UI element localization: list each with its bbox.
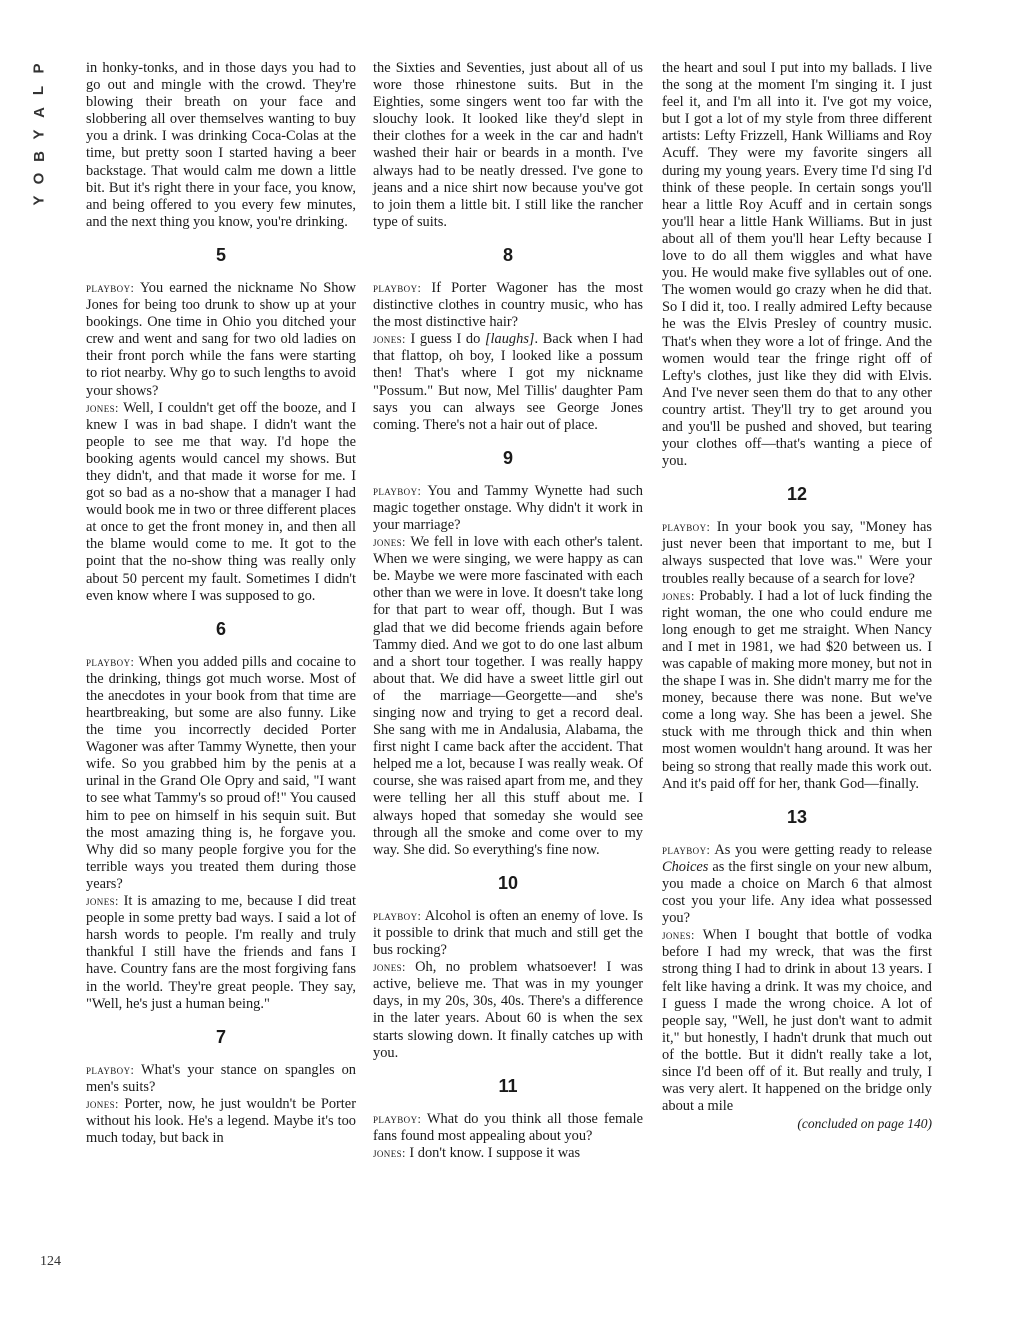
song-title: Choices	[662, 858, 709, 875]
question-text: What's your stance on spangles on men's suits?	[86, 1061, 356, 1095]
question	[373, 483, 643, 534]
column-3	[662, 60, 932, 1132]
speaker-label: playboy:	[86, 654, 135, 669]
section-number: 7	[215, 1026, 226, 1047]
answer-text: When I bought that bottle of vodka before I had my wreck, that was the first strong thing I had to drink in about 13 years. I felt like having a drink. It was my choice, and I guess I made the wrong choice. A lot of people say, "Well, he just don't want to admit it," but honestly, I hadn't drunk that much out of the bottle. But it didn't really take a lot, since I'd been off of it. But really and truly, I was very alert. It happened on the bridge only about a mile	[662, 927, 932, 1115]
stage-direction: [laughs]	[484, 331, 535, 348]
question	[373, 1111, 643, 1145]
question	[662, 842, 932, 927]
continuation-note: (concluded on page 140)	[797, 1116, 932, 1132]
speaker-label: jones:	[373, 960, 406, 975]
speaker-label: jones:	[86, 894, 119, 909]
speaker-label: jones:	[662, 588, 695, 603]
answer-text: It is amazing to me, because I did treat people in some pretty bad ways. I said a lot of harsh words to people. I'm really and truly thankful I still have the friends and fans I have. Country fans are the most forgiving fans in the world. They're great people. They say, "Well, he's just a human being."	[86, 893, 356, 1012]
masthead	[28, 60, 50, 209]
section-number: 8	[502, 244, 513, 265]
answer	[662, 588, 932, 793]
answer-text: I guess I do	[410, 331, 485, 348]
answer	[373, 534, 643, 859]
answer-text: Porter, now, he just wouldn't be Porter without his look. He's a legend. Maybe it's too much today, but back in	[86, 1095, 356, 1147]
answer	[373, 1145, 643, 1162]
question-text: You and Tammy Wynette had such magic together onstage. Why didn't it work in your marriage?	[373, 482, 643, 533]
page-number: 124	[40, 1254, 61, 1269]
speaker-label: playboy:	[373, 483, 422, 498]
speaker-label: jones:	[373, 535, 406, 550]
question-text: as the first single on your new album, you made a choice on March 6 that almost cost you your life. Any idea what possessed you?	[662, 858, 932, 927]
masthead-letter: P	[30, 63, 48, 74]
masthead-letter: Y	[30, 195, 48, 206]
answer-text: I don't know. I suppose it was	[409, 1144, 581, 1161]
answer	[86, 400, 356, 605]
speaker-label: jones:	[86, 400, 119, 415]
answer	[86, 893, 356, 1013]
section-number: 13	[786, 806, 808, 827]
speaker-label: playboy:	[373, 1111, 422, 1126]
question	[373, 908, 643, 959]
section-number: 10	[497, 872, 519, 893]
answer-text: . Back when I had that flattop, oh boy, I looked like a possum then! That's where I got my nickname "Possum." But now, Mel Tillis' daughter Pam says you can always see George Jones coming. There's not a hair out of place.	[373, 331, 643, 433]
answer	[373, 331, 643, 434]
speaker-label: playboy:	[662, 520, 711, 535]
question-text: If Porter Wagoner has the most distinctive clothes in country music, who has the most distinctive hair?	[373, 279, 643, 331]
speaker-label: playboy:	[373, 908, 422, 923]
answer-text: Oh, no problem whatsoever! I was active, believe me. That was in my younger days, in my 20s, 30s, 40s. There's a difference in the later years. About 60 is when the sex starts slowing down. It finally catches up with you.	[373, 959, 643, 1061]
speaker-label: jones:	[373, 1145, 406, 1160]
question-text: In your book you say, "Money has just never been that important to me, but I always suspected that love was." Were your troubles really because of a search for love?	[662, 519, 932, 587]
masthead-letter: O	[30, 172, 48, 185]
answer-text: Well, I couldn't get off the booze, and I knew I was in bad shape. I didn't want the people to see me that way. I'd hope the booking agents would cancel my shows. But they didn't, and that made it worse for me. I got so bad as a no-show that a manager I had would book me in two or three different places at once to get the front money in, and then all the blame would come to me. It got to the point that the no-show thing was really only about 50 percent my fault. Sometimes I didn't even know where I was supposed to go.	[86, 399, 356, 604]
speaker-label: playboy:	[373, 280, 422, 295]
paragraph: the heart and soul I put into my ballads. I live the song at the moment I'm singing it. I just feel it, and I'm all into it. I've got my voice, but I got a lot of my style from three different artists: Lefty Frizzell, Hank Williams and Roy Acuff. They were my favorite singers all during my young years. Every time I'd sing I'd think of these people. In certain songs you'll hear a little Roy Acuff and in certain songs you'll hear a little Hank Williams. But in just about all of them you'll hear Lefty because I love to do all them wiggles and what have you. He would make five syllables out of one. The women would go crazy when he did that. So I did it, too. I really admired Lefty because he was the Elvis Presley of country music. That's when they wore a lot of fringe. And the women would tear the fringe right off of Lefty's clothes, just like they did with Elvis. And I've never seen them do that to any other country artist. They'll try to get around you and you'll be pushed and shoved, but tearing your clothes off—that's wanting a piece of you.	[662, 60, 932, 470]
question-text: As you were getting ready to release	[714, 841, 932, 858]
question-text: Alcohol is often an enemy of love. Is it possible to drink that much and still get the bus rocking?	[373, 907, 643, 959]
speaker-label: jones:	[86, 1096, 119, 1111]
answer	[662, 927, 932, 1115]
speaker-label: playboy:	[662, 842, 711, 857]
answer	[373, 959, 643, 1062]
section-number: 11	[498, 1075, 518, 1096]
question	[86, 654, 356, 893]
speaker-label: playboy:	[86, 280, 135, 295]
column-2	[373, 60, 643, 1162]
masthead-letter: B	[30, 151, 48, 162]
answer-text: We fell in love with each other's talent. When we were singing, we were happy as can be. Maybe we were more fascinated with each other than we were in love. It doesn't take long for that part to wear off, though. But I was glad that we did become friends again before Tammy died. And we got to do one last album and a short tour together. I was really happy about that. We did have a sweet little girl out of the marriage—Georgette—and she's singing now and trying to get a record deal. She sang with me in Andalusia, Alabama, the first night I came back after the accident. That helped me a lot, because I was really weak. Of course, she was raised apart from me, and they were telling her all this stuff about me. I always hoped that someday she would see through all the smoke and come over to my way. She did. So everything's fine now.	[373, 534, 643, 858]
speaker-label: jones:	[662, 928, 695, 943]
paragraph: in honky-tonks, and in those days you had to go out and mingle with the crowd. They're blowing their breath on your face and slobbering all over themselves wanting to buy you a drink. I was drinking Coca-Colas at the time, but pretty soon I started having a beer backstage. That would calm me down a little bit. But it's right there in your face, you know, and being offered to you every few minutes, and the next thing you know, you're drinking.	[86, 60, 356, 230]
answer	[86, 1096, 356, 1147]
question-text: You earned the nickname No Show Jones for being too drunk to show up at your bookings. One time in Ohio you ditched your crew and went and sang for two old ladies on their front porch while the fans were starting to riot nearby. Why go to such lengths to avoid your shows?	[86, 279, 356, 399]
masthead-letter: L	[30, 85, 48, 96]
question	[86, 1062, 356, 1096]
column-1	[86, 60, 356, 1147]
question	[662, 519, 932, 587]
question-text: When you added pills and cocaine to the drinking, things got much worse. Most of the anecdotes in your book from that time are heartbreaking, but some are also funny. Like the time you incorrectly decided Porter Wagoner was after Tammy Wynette, then your wife. So you grabbed him by the penis at a urinal in the Grand Ole Opry and said, "I want to see what Tammy's so proud of!" You caused him to pee on himself in his sequin suit. But the most amazing thing is, he forgave you. Why did so many people forgive you for the terrible ways you treated them during those years?	[86, 653, 356, 892]
section-number: 6	[215, 618, 226, 639]
question	[86, 280, 356, 400]
section-number: 12	[786, 484, 808, 505]
section-number: 5	[215, 244, 226, 265]
speaker-label: playboy:	[86, 1062, 135, 1077]
question	[373, 280, 643, 331]
speaker-label: jones:	[373, 332, 406, 347]
section-number: 9	[502, 447, 513, 468]
masthead-letter: Y	[30, 129, 48, 140]
masthead-letter: A	[30, 107, 48, 118]
paragraph: the Sixties and Seventies, just about all of us wore those rhinestone suits. But in the Eighties, some singers went too far with the slouchy look. It looked like they'd slept in their clothes for a week in the car and hadn't washed their hair or beards in a month. I've always had to be neatly dressed. I've gone to jeans and a nice shirt now because you've got to join them a little bit. I still like the rancher type of suits.	[373, 60, 643, 230]
answer-text: Probably. I had a lot of luck finding the right woman, the one who could endure me long enough to get me straight. When Nancy and I met in 1981, we had $20 between us. I was capable of making more money, but not in the shape I was in. She didn't marry me for the money, because there was none. But we've come a long way. She has been a jewel. She stuck with me through thick and thin when most women wouldn't hang around. It was her being so strong that really made this work out. And it's paid off for her, thank God—finally.	[662, 587, 932, 792]
question-text: What do you think all those female fans found most appealing about you?	[373, 1110, 643, 1144]
